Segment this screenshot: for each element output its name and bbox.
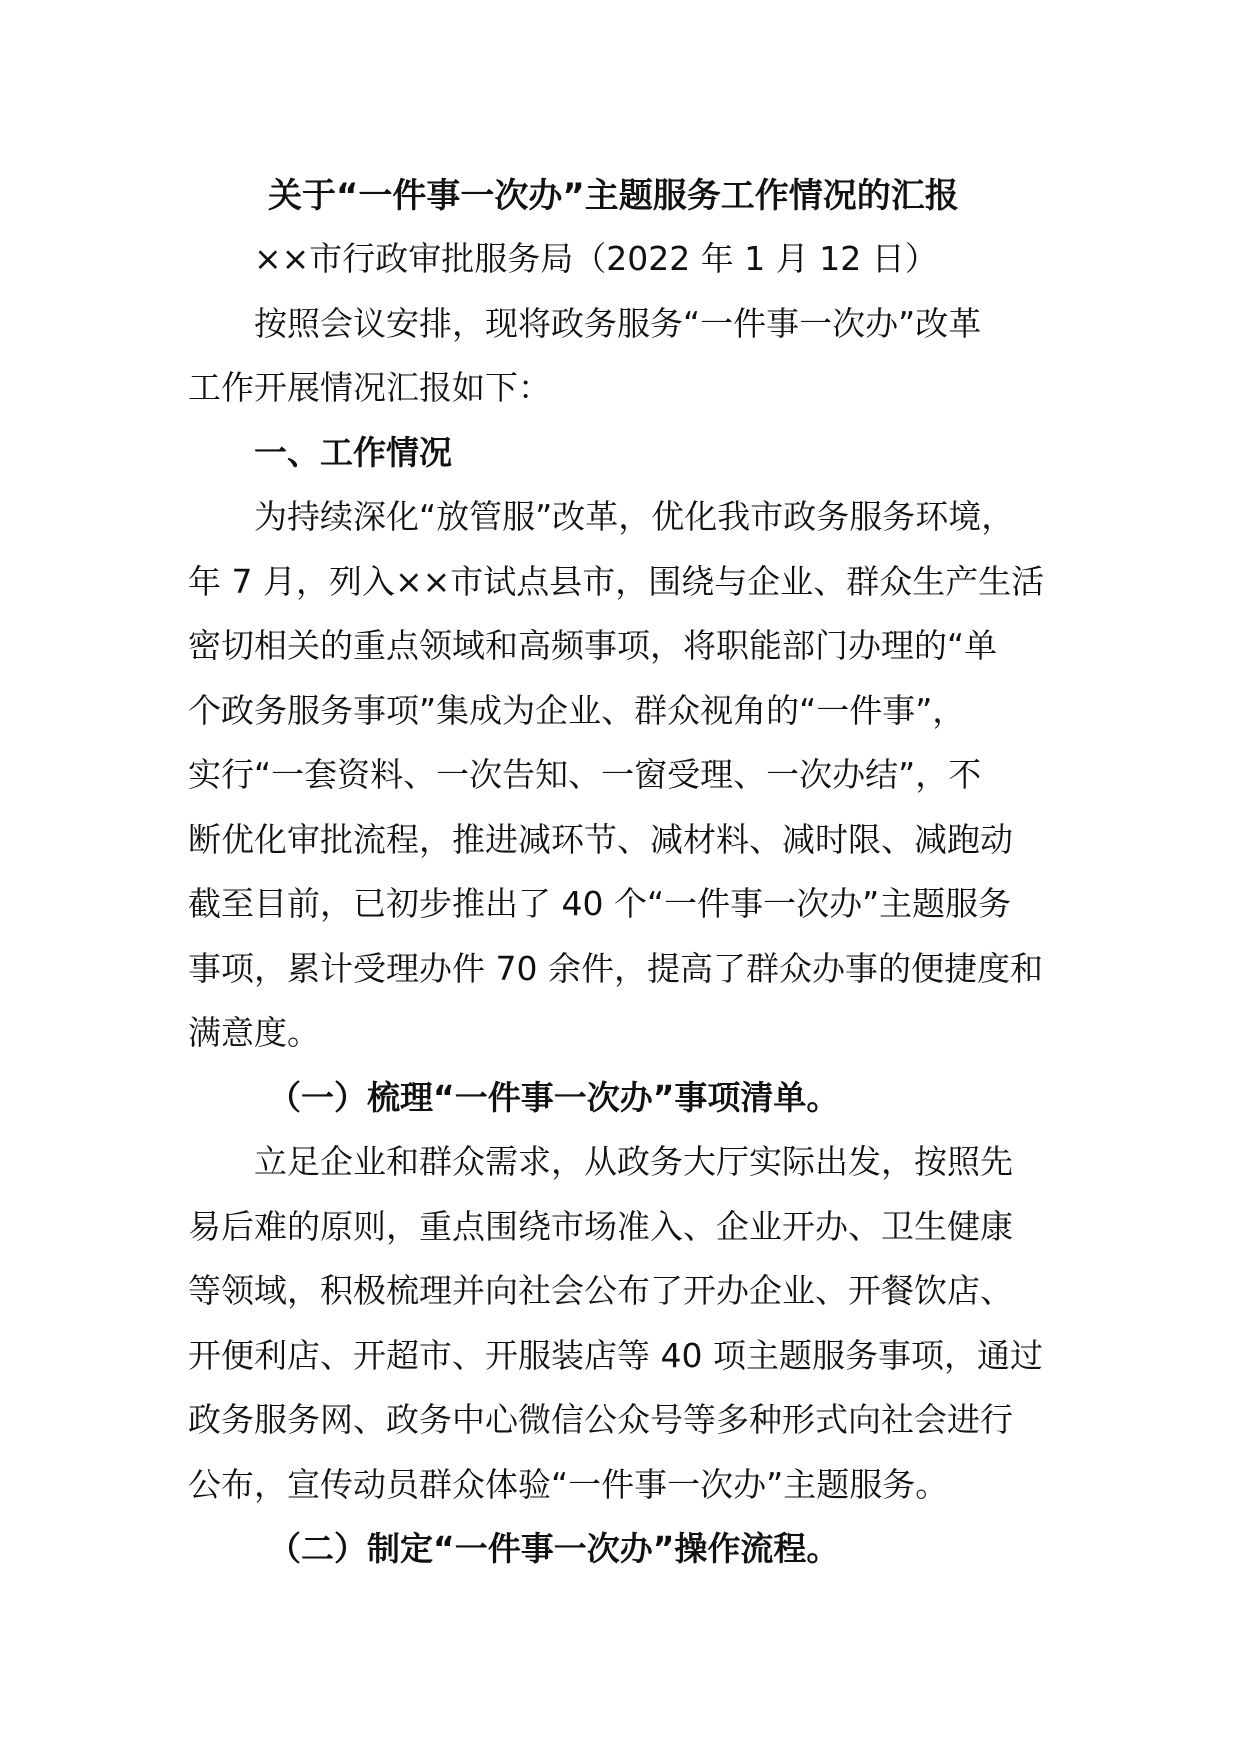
section1-line-4: 个政务服务事项”集成为企业、群众视角的“一件事”，: [188, 691, 966, 730]
subsection1-heading: （一）梳理“一件事一次办”事项清单。: [268, 1078, 840, 1117]
section1-line-2: 年 7 月，列入××市试点县市，围绕与企业、群众生产生活: [188, 562, 1045, 601]
subsection1-line-4: 开便利店、开超市、开服装店等 40 项主题服务事项，通过: [188, 1336, 1043, 1375]
section1-line-1: 为持续深化“放管服”改革，优化我市政务服务环境，: [254, 497, 1015, 536]
section1-line-7: 截至目前，已初步推出了 40 个“一件事一次办”主题服务: [188, 884, 1012, 923]
section1-line-6: 断优化审批流程，推进减环节、减材料、减时限、减跑动: [188, 820, 1013, 859]
subsection1-line-3: 等领域，积极梳理并向社会公布了开办企业、开餐饮店、: [188, 1271, 1013, 1310]
subsection2-heading: （二）制定“一件事一次办”操作流程。: [268, 1529, 840, 1568]
section1-line-9: 满意度。: [188, 1013, 320, 1052]
subsection1-line-5: 政务服务网、政务中心微信公众号等多种形式向社会进行: [188, 1400, 1013, 1439]
subsection1-line-6: 公布，宣传动员群众体验“一件事一次办”主题服务。: [188, 1465, 949, 1504]
subsection1-line-1: 立足企业和群众需求，从政务大厅实际出发，按照先: [254, 1142, 1013, 1181]
subsection1-line-2: 易后难的原则，重点围绕市场准入、企业开办、卫生健康: [188, 1207, 1013, 1246]
intro-line-2: 工作开展情况汇报如下：: [188, 368, 551, 407]
section1-heading: 一、工作情况: [254, 433, 452, 472]
author-line: ××市行政审批服务局（2022 年 1 月 12 日）: [254, 239, 938, 278]
document-title: 关于“一件事一次办”主题服务工作情况的汇报: [268, 176, 959, 216]
section1-line-5: 实行“一套资料、一次告知、一窗受理、一次办结”，不: [188, 755, 982, 794]
section1-line-3: 密切相关的重点领域和高频事项，将职能部门办理的“单: [188, 626, 998, 665]
section1-line-8: 事项，累计受理办件 70 余件，提高了群众办事的便捷度和: [188, 949, 1043, 988]
intro-line-1: 按照会议安排，现将政务服务“一件事一次办”改革: [254, 304, 982, 343]
